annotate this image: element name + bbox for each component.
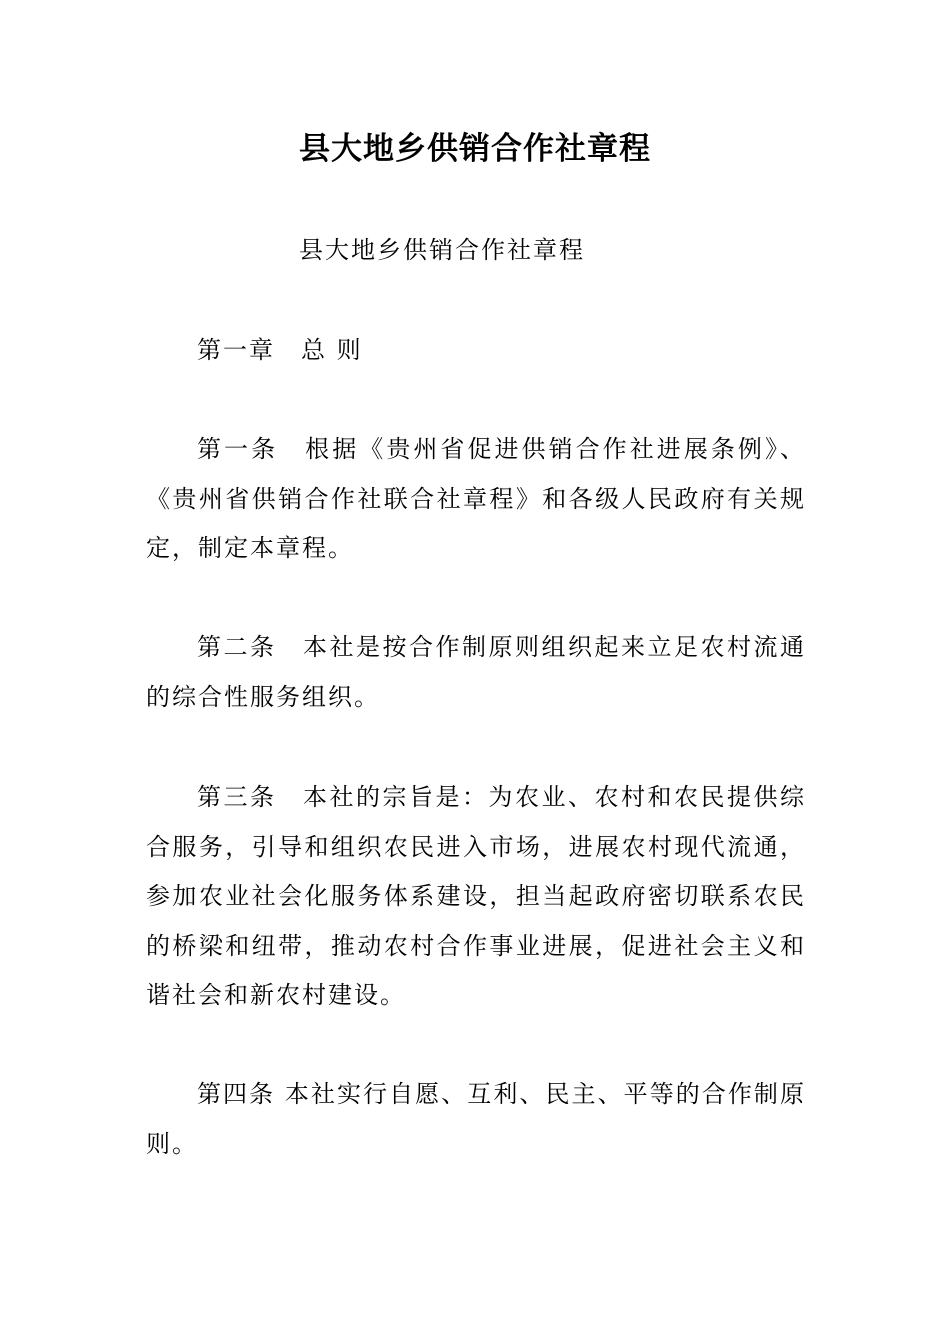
article-3: 第三条 本社的宗旨是：为农业、农村和农民提供综合服务，引导和组织农民进入市场，进展农村现代流通，参加农业社会化服务体系建设，担当起政府密切联系农民的桥梁和纽带，推动农村合作事业进展，促进社会主义和谐社会和新农村建设。 <box>146 783 806 1009</box>
article-1: 第一条 根据《贵州省促进供销合作社进展条例》、《贵州省供销合作社联合社章程》和各级人民政府有关规定，制定本章程。 <box>146 435 806 562</box>
article-4: 第四条 本社实行自愿、互利、民主、平等的合作制原则。 <box>146 1080 806 1158</box>
page-title: 县大地乡供销合作社章程 <box>299 131 651 167</box>
chapter-heading: 第一章 总 则 <box>197 336 363 364</box>
article-2: 第二条 本社是按合作制原则组织起来立足农村流通的综合性服务组织。 <box>146 633 806 711</box>
document-subtitle: 县大地乡供销合作社章程 <box>299 236 585 264</box>
